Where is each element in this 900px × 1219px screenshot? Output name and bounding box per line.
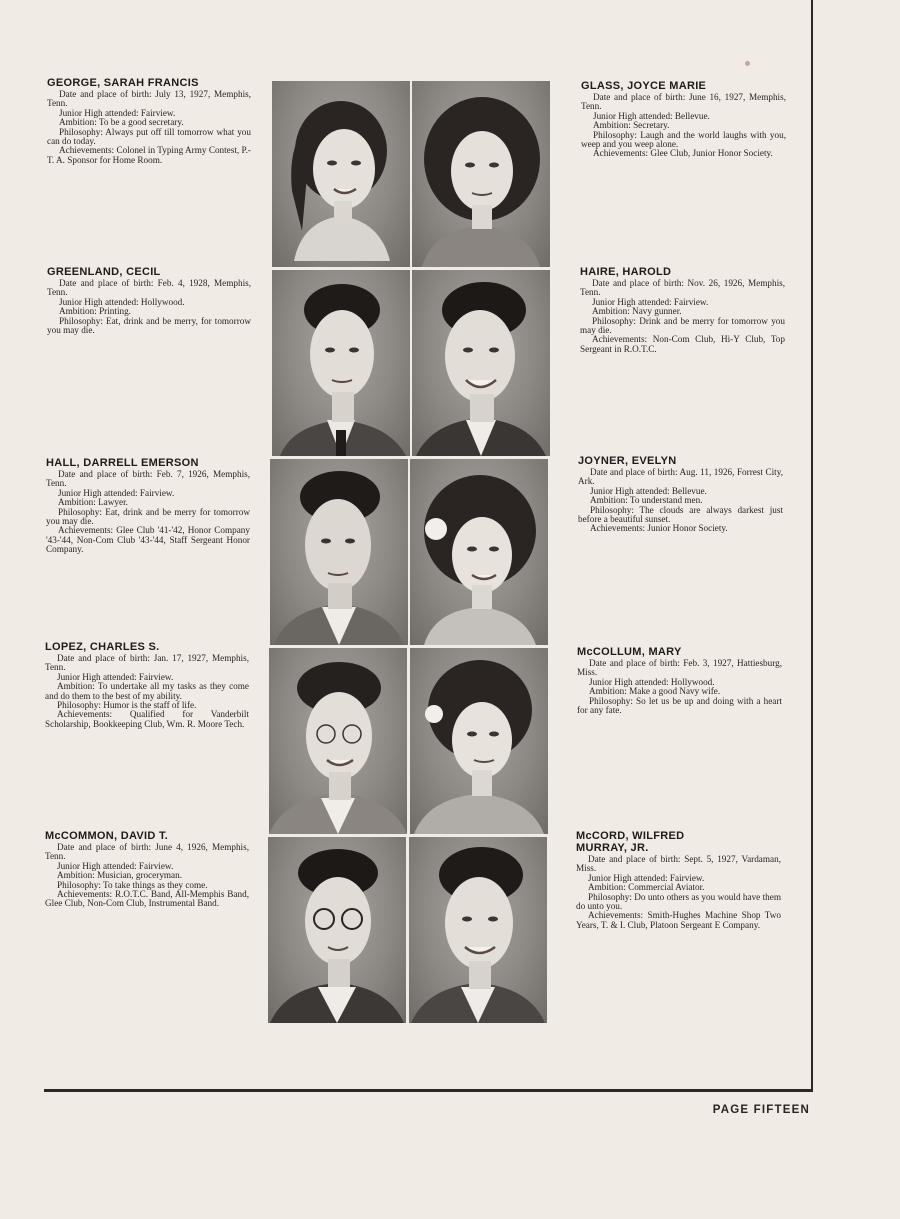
- portrait-photo-male-image: [409, 837, 547, 1023]
- portrait-photo-female-image: [412, 81, 550, 267]
- portrait-photo-male-image: [268, 837, 406, 1023]
- bio-line: Junior High attended: Bellevue.: [590, 485, 707, 496]
- bio-line: Achievements: Glee Club, Junior Honor Society.: [593, 148, 773, 159]
- bio-mccollum-mary: [577, 646, 782, 715]
- bio-lopez-charles: [45, 641, 249, 729]
- student-name: LOPEZ, CHARLES S.: [45, 641, 160, 653]
- bio-line: Date and place of birth: Jan. 17, 1927, Memphis, Tenn.: [45, 653, 249, 673]
- bio-line: Junior High attended: Hollywood.: [59, 296, 185, 307]
- bio-joyner-evelyn: [578, 455, 783, 534]
- bio-line: Philosophy: Do unto others as you would have them do unto you.: [576, 891, 781, 912]
- portrait-photo-male: [268, 837, 406, 1023]
- bio-line: Ambition: Commercial Aviator.: [588, 882, 705, 893]
- student-name: McCORD, WILFRED MURRAY, JR.: [576, 830, 685, 854]
- hair-flower: [425, 705, 443, 723]
- bio-line: Date and place of birth: Feb. 4, 1928, Memphis, Tenn.: [47, 278, 251, 298]
- page-number: PAGE FIFTEEN: [712, 1104, 810, 1116]
- bio-haire-harold: [580, 266, 785, 354]
- bio-line: Achievements: Qualified for Vanderbilt Scholarship, Bookkeeping Club, Wm. R. Moore Tech.: [45, 709, 249, 729]
- student-name: McCOMMON, DAVID T.: [45, 830, 169, 842]
- bio-hall-darrell: [46, 457, 250, 555]
- bio-line: Ambition: Navy gunner.: [592, 306, 682, 317]
- bio-line: Philosophy: The clouds are always darkest just before a beautiful sunset.: [578, 504, 783, 525]
- portrait-photo-male: [269, 648, 407, 834]
- portrait-photo-male-image: [270, 459, 408, 645]
- bio-line: Achievements: Non-Com Club, Hi-Y Club, Top Sergeant in R.O.T.C.: [580, 334, 785, 354]
- bio-line: Date and place of birth: July 13, 1927, Memphis, Tenn.: [47, 89, 251, 109]
- portrait-photo-female: [410, 459, 548, 645]
- bio-line: Junior High attended: Hollywood.: [589, 676, 715, 687]
- bio-line: Date and place of birth: Feb. 3, 1927, Hattiesburg, Miss.: [577, 658, 782, 678]
- bio-line: Ambition: To be a good secretary.: [59, 117, 184, 128]
- bio-line: Achievements: R.O.T.C. Band, All-Memphis Band, Glee Club, Non-Com Club, Instrumental Band.: [45, 889, 249, 909]
- bio-line: Philosophy: Eat, drink and be merry, for tomorrow you may die.: [47, 315, 251, 336]
- bio-greenland-cecil: [47, 266, 251, 335]
- bio-line: Junior High attended: Fairview.: [592, 296, 709, 307]
- portrait-photo-male-image: [269, 648, 407, 834]
- portrait-photo-female: [412, 81, 550, 267]
- portrait-photo-male: [409, 837, 547, 1023]
- student-name: McCOLLUM, MARY: [577, 646, 682, 658]
- bio-line: Philosophy: Always put off till tomorrow what you can do today.: [47, 126, 251, 147]
- bio-mccommon-david: [45, 830, 249, 909]
- bio-line: Philosophy: Humor is the staff of life.: [57, 700, 197, 711]
- bio-george-sarah: [47, 77, 251, 165]
- bio-line: Philosophy: To take things as they come.: [57, 879, 208, 890]
- vertical-rule: [811, 0, 813, 1092]
- bio-line: Philosophy: Drink and be merry for tomorrow you may die.: [580, 315, 785, 336]
- bio-line: Junior High attended: Fairview.: [59, 107, 176, 118]
- student-name: GEORGE, SARAH FRANCIS: [47, 77, 199, 89]
- portrait-photo-male: [412, 270, 550, 456]
- bio-mccord-wilfred: [576, 830, 781, 930]
- student-name: HALL, DARRELL EMERSON: [46, 457, 199, 469]
- bio-line: Junior High attended: Fairview.: [58, 487, 175, 498]
- portrait-photo-male-image: [272, 270, 410, 456]
- bio-line: Junior High attended: Fairview.: [57, 671, 174, 682]
- portrait-photo-male-image: [412, 270, 550, 456]
- portrait-photo-female: [272, 81, 410, 267]
- portrait-photo-female-image: [410, 459, 548, 645]
- hair-flower: [425, 518, 447, 540]
- bio-line: Philosophy: So let us be up and doing with a heart for any fate.: [577, 695, 782, 716]
- bio-line: Ambition: To undertake all my tasks as they come and do them to the best of my ability.: [45, 681, 249, 701]
- bio-line: Ambition: Make a good Navy wife.: [589, 686, 721, 697]
- bio-line: Philosophy: Eat, drink and be merry for tomorrow you may die.: [46, 506, 250, 527]
- bio-line: Date and place of birth: Sept. 5, 1927, Vardaman, Miss.: [576, 854, 781, 874]
- bio-line: Philosophy: Laugh and the world laughs with you, weep and you weep alone.: [581, 129, 786, 150]
- student-name: HAIRE, HAROLD: [580, 266, 672, 278]
- bio-line: Date and place of birth: Aug. 11, 1926, Forrest City, Ark.: [578, 467, 783, 487]
- student-name: GREENLAND, CECIL: [47, 266, 161, 278]
- bio-line: Ambition: Printing.: [59, 306, 131, 317]
- portrait-photo-male: [270, 459, 408, 645]
- bio-line: Ambition: To understand men.: [590, 495, 703, 506]
- student-name: GLASS, JOYCE MARIE: [581, 80, 707, 92]
- portrait-photo-male: [272, 270, 410, 456]
- bio-line: Achievements: Smith-Hughes Machine Shop Two Years, T. & I. Club, Platoon Sergeant E Company.: [576, 910, 781, 930]
- bio-line: Ambition: Secretary.: [593, 120, 670, 131]
- portrait-photo-female-image: [410, 648, 548, 834]
- bio-line: Achievements: Colonel in Typing Army Contest, P.-T. A. Sponsor for Home Room.: [47, 145, 251, 165]
- bio-line: Date and place of birth: Nov. 26, 1926, Memphis, Tenn.: [580, 278, 785, 298]
- bio-line: Junior High attended: Bellevue.: [593, 110, 710, 121]
- bio-line: Achievements: Glee Club '41-'42, Honor Company '43-'44, Non-Com Club '43-'44, Staff Sergeant Honor Company.: [46, 525, 250, 555]
- student-name: JOYNER, EVELYN: [578, 455, 677, 467]
- bio-line: Junior High attended: Fairview.: [57, 860, 174, 871]
- portrait-photo-female-image: [272, 81, 410, 267]
- bio-line: Date and place of birth: Feb. 7, 1926, Memphis, Tenn.: [46, 469, 250, 489]
- bio-line: Ambition: Lawyer.: [58, 497, 128, 508]
- horizontal-rule: [44, 1089, 813, 1092]
- portrait-photo-female: [410, 648, 548, 834]
- bio-line: Date and place of birth: June 4, 1926, Memphis, Tenn.: [45, 842, 249, 862]
- bio-glass-joyce: [581, 80, 786, 159]
- bio-line: Date and place of birth: June 16, 1927, Memphis, Tenn.: [581, 92, 786, 112]
- bio-line: Ambition: Musician, groceryman.: [57, 870, 183, 881]
- bio-line: Achievements: Junior Honor Society.: [590, 523, 728, 534]
- bio-line: Junior High attended: Fairview.: [588, 872, 705, 883]
- paper-speck: [745, 61, 750, 66]
